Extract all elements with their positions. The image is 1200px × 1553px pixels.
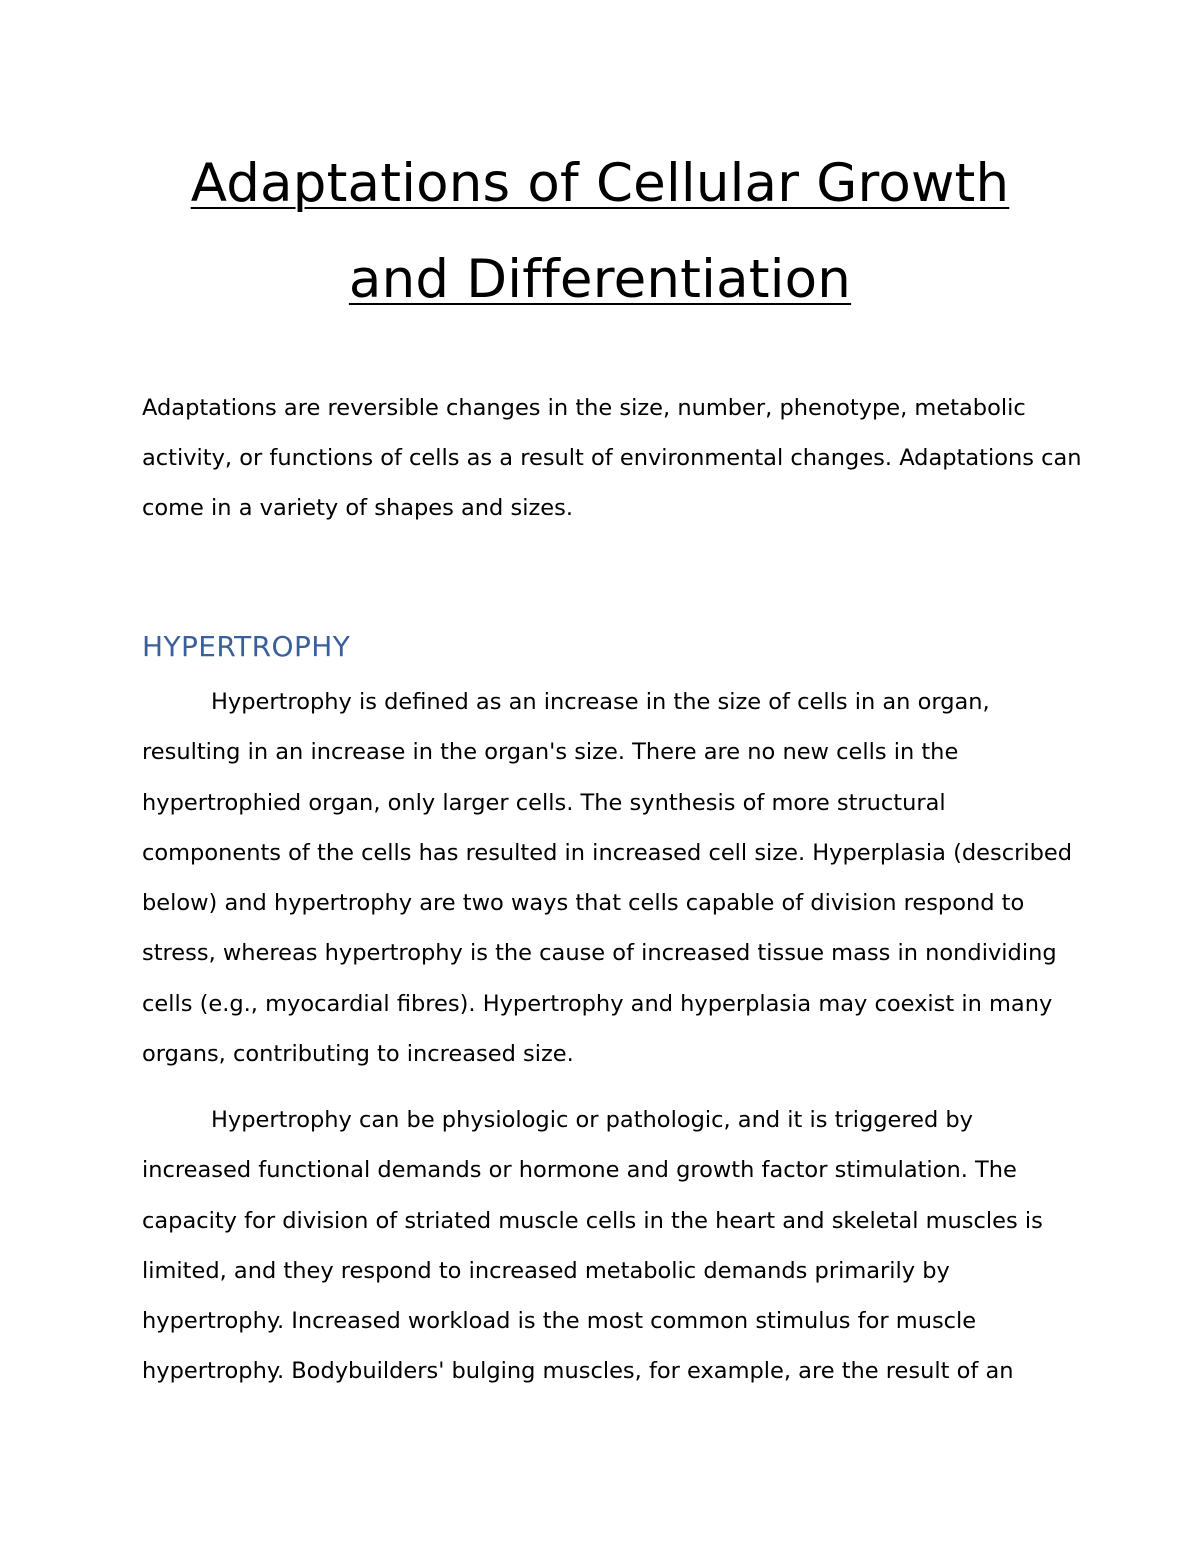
section-heading-hypertrophy: HYPERTROPHY	[142, 630, 351, 663]
text-line: increased functional demands or hormone and growth factor stimulation. The	[142, 1157, 1017, 1184]
text-line: components of the cells has resulted in increased cell size. Hyperplasia (described	[142, 839, 1073, 866]
text-line: cells (e.g., myocardial fibres). Hypertrophy and hyperplasia may coexist in many	[142, 990, 1053, 1017]
hypertrophy-paragraph-1	[142, 677, 1072, 1079]
text-line: organs, contributing to increased size.	[142, 1041, 574, 1068]
text-line: hypertrophied organ, only larger cells. The synthesis of more structural	[142, 789, 946, 816]
text-line: limited, and they respond to increased metabolic demands primarily by	[142, 1257, 950, 1284]
text-line: resulting in an increase in the organ's size. There are no new cells in the	[142, 739, 959, 766]
text-line: capacity for division of striated muscle cells in the heart and skeletal muscles is	[142, 1207, 1043, 1234]
hypertrophy-paragraph-2	[142, 1095, 1072, 1397]
text-line: hypertrophy. Increased workload is the most common stimulus for muscle	[142, 1308, 977, 1335]
text-line: stress, whereas hypertrophy is the cause of increased tissue mass in nondividing	[142, 940, 1057, 967]
text-line: activity, or functions of cells as a result of environmental changes. Adaptations can	[142, 445, 1082, 471]
intro-paragraph	[142, 383, 1082, 533]
text-line: Hypertrophy can be physiologic or pathologic, and it is triggered by	[211, 1107, 973, 1133]
title-line: and Differentiation	[348, 249, 852, 310]
text-line: Adaptations are reversible changes in the size, number, phenotype, metabolic	[142, 395, 1026, 421]
document-title	[0, 136, 1200, 328]
text-line: Hypertrophy is defined as an increase in the size of cells in an organ,	[211, 689, 990, 715]
text-line: hypertrophy. Bodybuilders' bulging muscles, for example, are the result of an	[142, 1358, 1014, 1385]
text-line: come in a variety of shapes and sizes.	[142, 495, 573, 521]
text-line: below) and hypertrophy are two ways that cells capable of division respond to	[142, 890, 1025, 917]
title-line: Adaptations of Cellular Growth	[190, 153, 1010, 214]
